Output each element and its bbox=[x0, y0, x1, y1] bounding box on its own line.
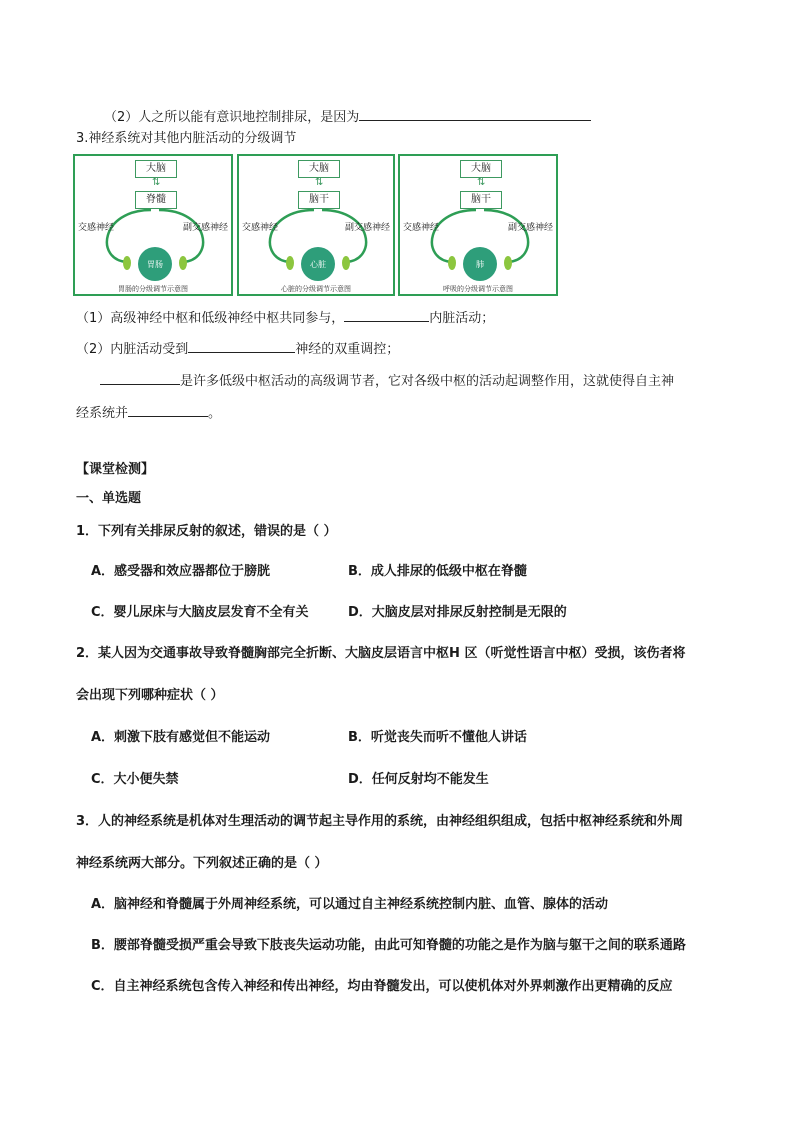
option-c[interactable]: C．自主神经系统包含传入神经和传出神经，均由脊髓发出，可以使机体对外界刺激作出更精确的反应 bbox=[91, 979, 673, 994]
question-3-stem: 3．人的神经系统是机体对生理活动的调节起主导作用的系统，由神经组织组成，包括中枢神经系统和外周 bbox=[76, 814, 684, 829]
regulation-diagram bbox=[73, 154, 233, 296]
point-2-tail: 神经的双重调控； bbox=[295, 342, 400, 357]
question-2-stem: 2．某人因为交通事故导致脊髓胸部完全折断、大脑皮层语言中枢H 区（听觉性语言中枢）受损，该伤者将 bbox=[76, 646, 686, 661]
sympathetic-label: 交感神经 bbox=[403, 223, 440, 233]
parasympathetic-label: 副交感神经 bbox=[344, 223, 390, 233]
center-box: 脑干 bbox=[460, 191, 502, 209]
point-2 bbox=[76, 338, 399, 359]
diagram-caption: 呼吸的分级调节示意图 bbox=[443, 285, 513, 293]
question-2-text: （2）人之所以能有意识地控制排尿，是因为 bbox=[104, 110, 360, 125]
option-d[interactable]: D．大脑皮层对排尿反射控制是无限的 bbox=[348, 605, 567, 620]
point-3-end: 。 bbox=[208, 406, 222, 421]
sympathetic-label: 交感神经 bbox=[78, 223, 115, 233]
question-2-stem-cont: 会出现下列哪种症状（ ） bbox=[76, 688, 224, 703]
point-1-tail: 内脏活动； bbox=[429, 311, 495, 326]
question-1-stem: 1．下列有关排尿反射的叙述，错误的是（ ） bbox=[76, 524, 337, 539]
parasympathetic-label: 副交感神经 bbox=[182, 223, 228, 233]
arrow-icon: ⇅ bbox=[477, 177, 486, 188]
center-box: 脊髓 bbox=[135, 191, 177, 209]
option-a[interactable]: A．刺激下肢有感觉但不能运动 bbox=[91, 730, 271, 745]
arrow-icon: ⇅ bbox=[152, 177, 161, 188]
center-box: 脑干 bbox=[298, 191, 340, 209]
answer-blank[interactable] bbox=[100, 370, 180, 385]
regulation-diagram bbox=[237, 154, 395, 296]
option-b[interactable]: B．腰部脊髓受损严重会导致下肢丧失运动功能，由此可知脊髓的功能之是作为脑与躯干之间的联系通路 bbox=[91, 938, 686, 953]
point-3-text: 是许多低级中枢活动的高级调节者，它对各级中枢的活动起调整作用，这就使得自主神 bbox=[180, 374, 675, 389]
organ-label: 肺 bbox=[476, 260, 484, 269]
answer-blank[interactable] bbox=[359, 106, 591, 121]
parasympathetic-label: 副交感神经 bbox=[507, 223, 553, 233]
answer-blank[interactable] bbox=[344, 307, 429, 322]
brain-box: 大脑 bbox=[135, 160, 177, 178]
sympathetic-label: 交感神经 bbox=[242, 223, 279, 233]
answer-blank[interactable] bbox=[128, 402, 208, 417]
point-2-text: （2）内脏活动受到 bbox=[76, 342, 189, 357]
brain-box: 大脑 bbox=[298, 160, 340, 178]
answer-blank[interactable] bbox=[188, 338, 295, 353]
brain-box: 大脑 bbox=[460, 160, 502, 178]
point-3-cont-text: 经系统并 bbox=[76, 406, 129, 421]
point-3 bbox=[76, 370, 674, 391]
option-b[interactable]: B．听觉丧失而听不懂他人讲话 bbox=[348, 730, 527, 745]
check-section: 一、单选题 bbox=[76, 491, 142, 506]
option-a[interactable]: A．脑神经和脊髓属于外周神经系统，可以通过自主神经系统控制内脏、血管、腺体的活动 bbox=[91, 897, 609, 912]
diagram-caption: 心脏的分级调节示意图 bbox=[281, 285, 351, 293]
section-3-title: 3.神经系统对其他内脏活动的分级调节 bbox=[76, 131, 297, 146]
option-b[interactable]: B．成人排尿的低级中枢在脊髓 bbox=[348, 564, 527, 579]
diagram-caption: 胃肠的分级调节示意图 bbox=[118, 285, 188, 293]
question-3-stem-cont: 神经系统两大部分。下列叙述正确的是（ ） bbox=[76, 856, 328, 871]
point-1-text: （1）高级神经中枢和低级神经中枢共同参与， bbox=[76, 311, 345, 326]
point-1 bbox=[76, 307, 494, 328]
option-c[interactable]: C．大小便失禁 bbox=[91, 772, 179, 787]
point-3-cont bbox=[76, 402, 221, 423]
regulation-diagram bbox=[398, 154, 558, 296]
check-heading: 【课堂检测】 bbox=[76, 462, 155, 477]
organ-label: 胃肠 bbox=[147, 260, 163, 269]
arrow-icon: ⇅ bbox=[315, 177, 324, 188]
option-d[interactable]: D．任何反射均不能发生 bbox=[348, 772, 489, 787]
option-c[interactable]: C．婴儿尿床与大脑皮层发育不全有关 bbox=[91, 605, 309, 620]
organ-label: 心脏 bbox=[310, 260, 326, 269]
option-a[interactable]: A．感受器和效应器都位于膀胱 bbox=[91, 564, 271, 579]
question-2-line bbox=[104, 106, 591, 127]
